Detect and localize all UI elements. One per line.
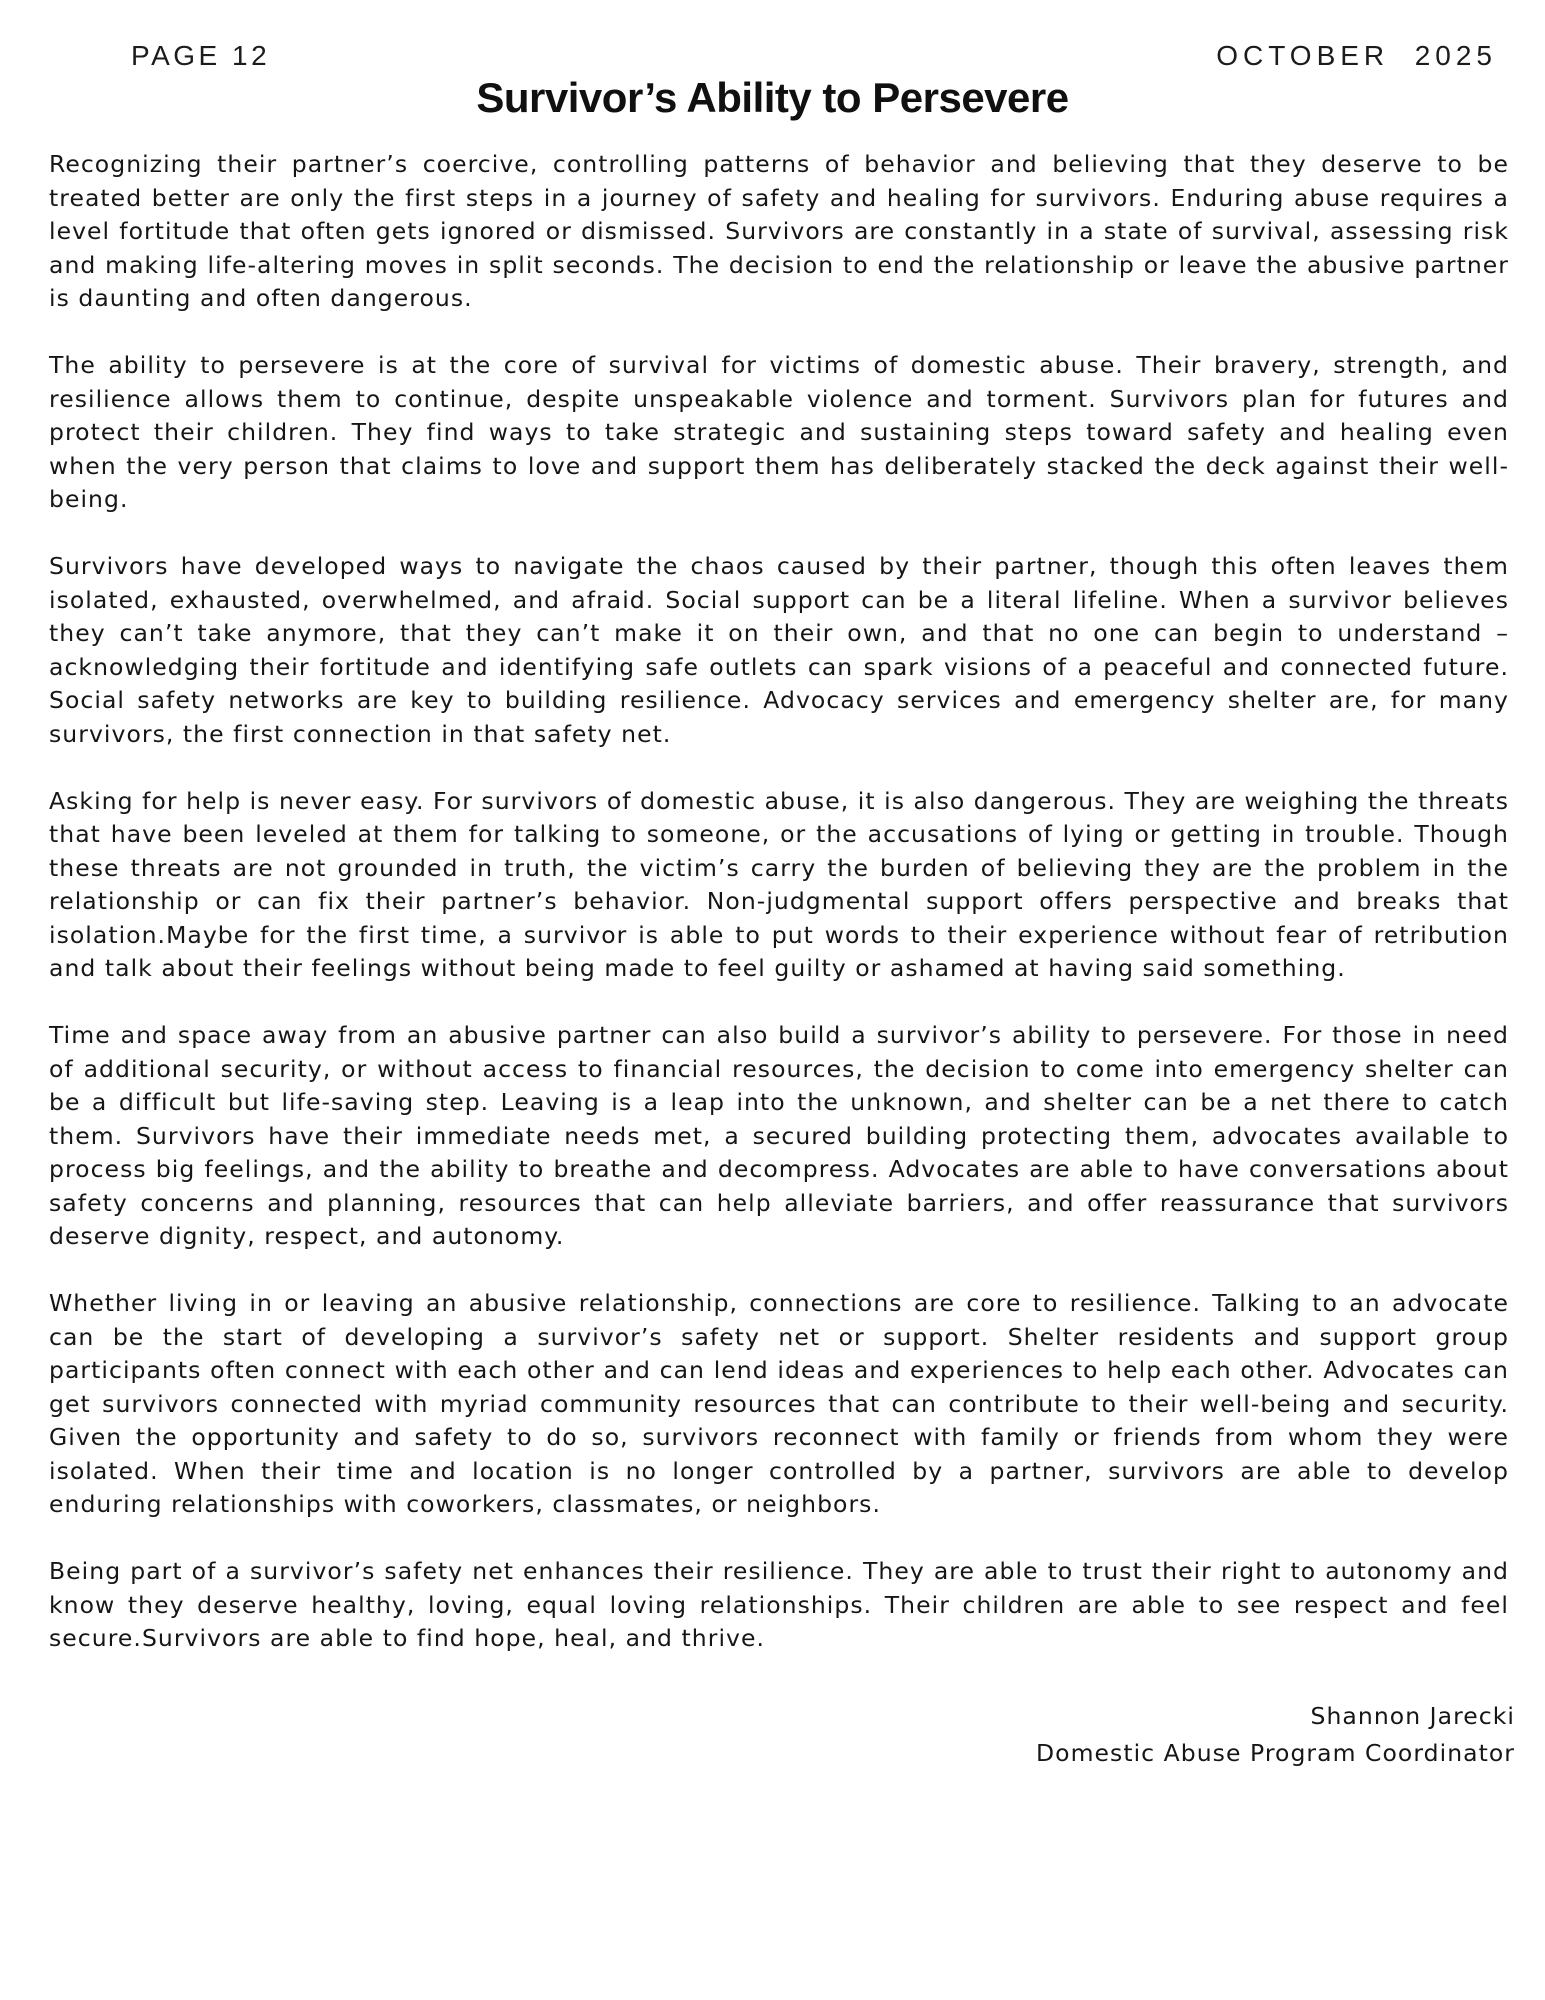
issue-date-label: OCTOBER 2025 — [1216, 40, 1497, 71]
article-paragraph: Whether living in or leaving an abusive relationship, connections are core to resilience. Talking to an advocate can be the start of developing a survivor’s safety net or support. Shelter residents and support group participants often connect with each other and can lend ideas and experiences to help each other. Advocates can get survivors connected with myriad community resources that can contribute to their well-being and security. Given the opportunity and safety to do so, survivors reconnect with family or friends from whom they were isolated. When their time and location is no longer controlled by a partner, survivors are able to develop enduring relationships with coworkers, classmates, or neighbors. — [49, 1289, 1509, 1518]
article-body — [0, 122, 1545, 1656]
article-paragraph: Time and space away from an abusive partner can also build a survivor’s ability to persevere. For those in need of additional security, or without access to financial resources, the decision to come into emergency shelter can be a difficult but life-saving step. Leaving is a leap into the unknown, and shelter can be a net there to catch them. Survivors have their immediate needs met, a secured building protecting them, advocates available to process big feelings, and the ability to breathe and decompress. Advocates are able to have conversations about safety concerns and planning, resources that can help alleviate barriers, and offer reassurance that survivors deserve dignity, respect, and autonomy. — [49, 1021, 1509, 1250]
article-paragraph: Asking for help is never easy. For survivors of domestic abuse, it is also dangerous. They are weighing the threats that have been leveled at them for talking to someone, or the accusations of lying or getting in trouble. Though these threats are not grounded in truth, the victim’s carry the burden of believing they are the problem in the relationship or can fix their partner’s behavior. Non-judgmental support offers perspective and breaks that isolation.Maybe for the first time, a survivor is able to put words to their experience without fear of retribution and talk about their feelings without being made to feel guilty or ashamed at having said something. — [49, 786, 1509, 982]
article-paragraph: Being part of a survivor’s safety net enhances their resilience. They are able to trust their right to autonomy and know they deserve healthy, loving, equal loving relationships. Their children are able to see respect and feel secure.Survivors are able to find hope, heal, and thrive. — [49, 1557, 1509, 1652]
article-paragraph: Survivors have developed ways to navigate the chaos caused by their partner, though this often leaves them isolated, exhausted, overwhelmed, and afraid. Social support can be a literal lifeline. When a survivor believes they can’t take anymore, that they can’t make it on their own, and that no one can begin to understand – acknowledging their fortitude and identifying safe outlets can spark visions of a peaceful and connected future. Social safety networks are key to building resilience. Advocacy services and emergency shelter are, for many survivors, the first connection in that safety net. — [49, 552, 1509, 748]
article-paragraph: The ability to persevere is at the core of survival for victims of domestic abuse. Their bravery, strength, and resilience allows them to continue, despite unspeakable violence and torment. Survivors plan for futures and protect their children. They find ways to take strategic and sustaining steps toward safety and healing even when the very person that claims to love and support them has deliberately stacked the deck against their well-being. — [49, 351, 1509, 513]
signature-name: Shannon Jarecki — [1310, 1701, 1515, 1730]
article-paragraph: Recognizing their partner’s coercive, controlling patterns of behavior and believing that they deserve to be treated better are only the first steps in a journey of safety and healing for survivors. Enduring abuse requires a level fortitude that often gets ignored or dismissed. Survivors are constantly in a state of survival, assessing risk and making life-altering moves in split seconds. The decision to end the relationship or leave the abusive partner is daunting and often dangerous. — [49, 150, 1509, 312]
article-title: Survivor’s Ability to Persevere — [476, 74, 1069, 121]
page-number-label: PAGE 12 — [131, 40, 271, 71]
page-header — [0, 0, 1545, 72]
signature-block — [0, 1698, 1545, 1772]
signature-role: Domestic Abuse Program Coordinator — [1036, 1738, 1515, 1767]
